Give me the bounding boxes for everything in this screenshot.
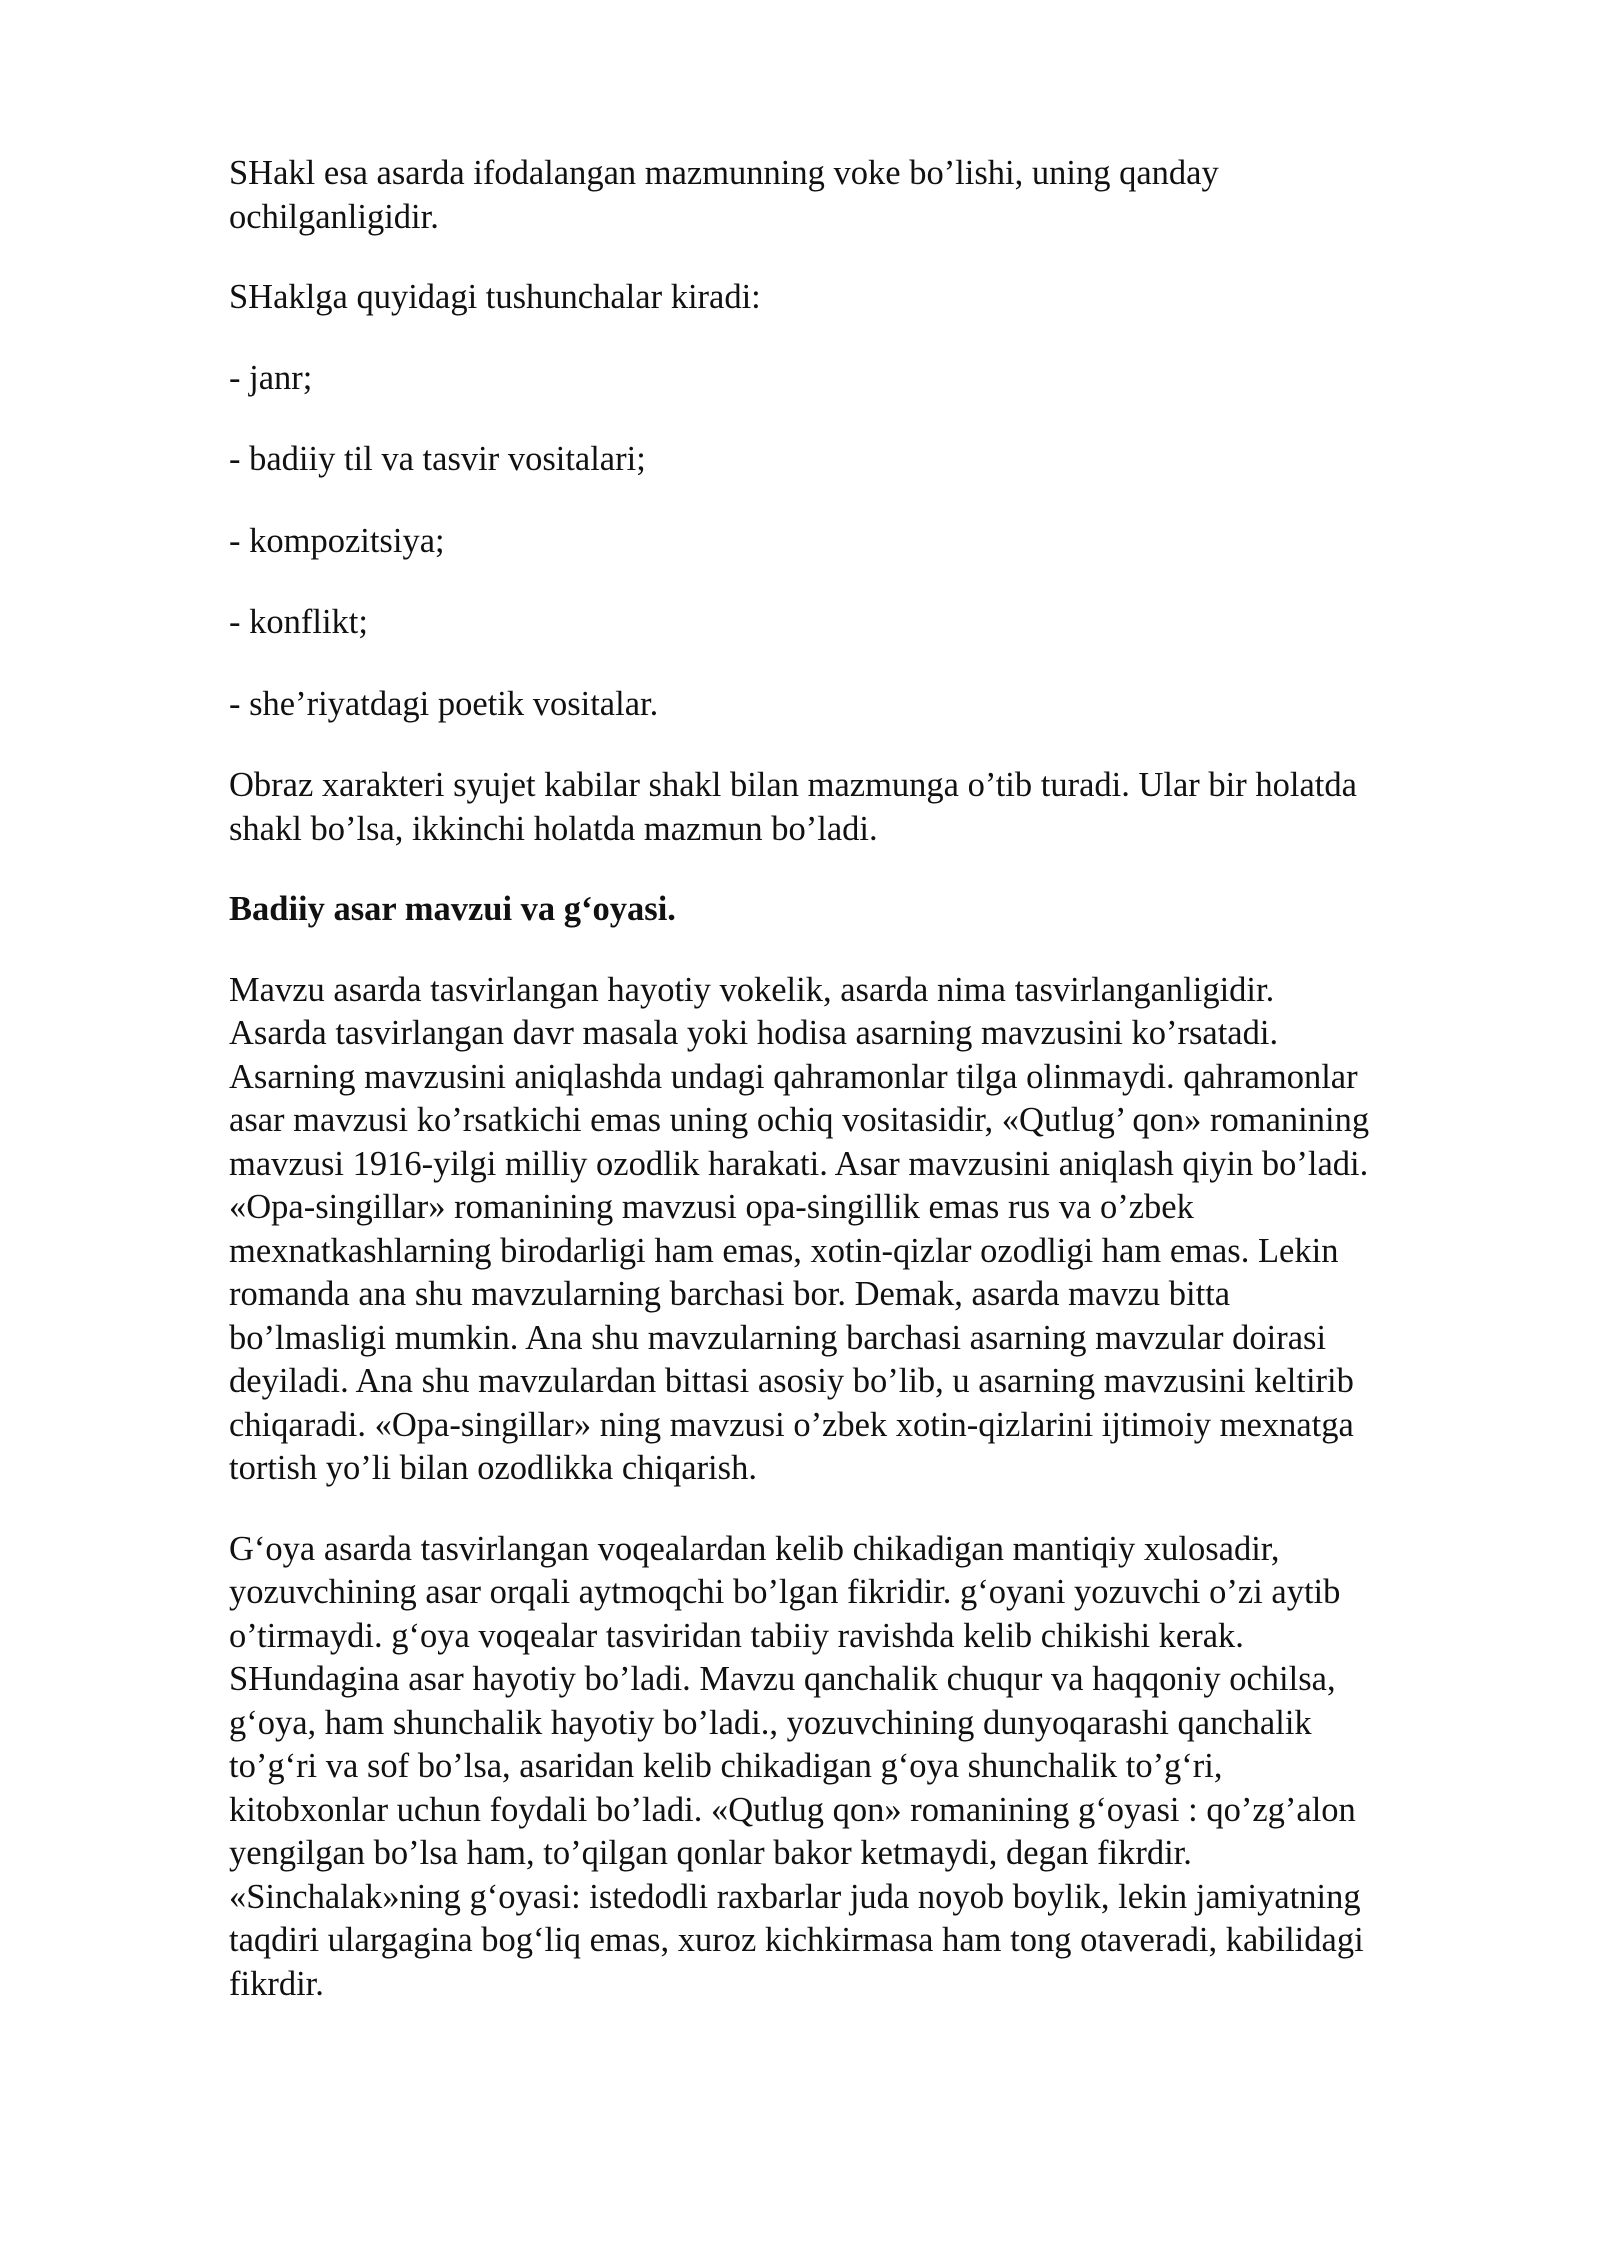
list-item-genre: - janr; (229, 358, 313, 397)
text-line: o’tirmaydi. g‘oya voqealar tasviridan tabiiy ravishda kelib chikishi kerak. (229, 1616, 1244, 1655)
text-line: Mavzu asarda tasvirlangan hayotiy vokelik, asarda nima tasvirlanganligidir. (229, 970, 1275, 1009)
list-item-conflict: - konflikt; (229, 603, 368, 641)
list-intro: SHaklga quyidagi tushunchalar kiradi: (229, 278, 761, 316)
text-line: deyiladi. Ana shu mavzulardan bittasi asosiy bo’lib, u asarning mavzusini keltirib (229, 1362, 1354, 1400)
text-line: romanda ana shu mavzularning barchasi bor. Demak, asarda mavzu bitta (229, 1275, 1231, 1313)
text-line: Asarning mavzusini aniqlashda undagi qahramonlar tilga olinmaydi. qahramonlar (229, 1057, 1358, 1096)
text-line: shakl bo’lsa, ikkinchi holatda mazmun bo’ladi. (229, 809, 878, 848)
intro-paragraph (229, 152, 1529, 239)
section-heading: Badiiy asar mavzui va g‘oyasi. (229, 890, 676, 928)
text-line: mexnatkashlarning birodarligi ham emas, xotin-qizlar ozodligi ham emas. Lekin (229, 1231, 1339, 1270)
text-line: bo’lmasligi mumkin. Ana shu mavzularning barchasi asarning mavzular doirasi (229, 1318, 1327, 1357)
text-line: to’g‘ri va sof bo’lsa, asaridan kelib chikadigan g‘oya shunchalik to’g‘ri, (229, 1747, 1223, 1785)
text-line: asar mavzusi ko’rsatkichi emas uning ochiq vositasidir, «Qutlug’ qon» romanining (229, 1101, 1370, 1139)
text-line: yengilgan bo’lsa ham, to’qilgan qonlar bakor ketmaydi, degan fikrdir. (229, 1834, 1192, 1872)
text-line: g‘oya, ham shunchalik hayotiy bo’ladi., yozuvchining dunyoqarashi qanchalik (229, 1703, 1312, 1742)
text-line: fikrdir. (229, 1964, 324, 2003)
text-line: Obraz xarakteri syujet kabilar shakl bilan mazmunga o’tib turadi. Ular bir holatda (229, 766, 1357, 804)
text-line: «Opa-singillar» romanining mavzusi opa-singillik emas rus va o’zbek (229, 1188, 1194, 1226)
text-line: yozuvchining asar orqali aytmoqchi bo’lgan fikridir. g‘oyani yozuvchi o’zi aytib (229, 1573, 1341, 1611)
text-line: «Sinchalak»ning g‘oyasi: istedodli raxbarlar juda noyob boylik, lekin jamiyatning (229, 1877, 1361, 1916)
list-item-composition: - kompozitsiya; (229, 521, 445, 560)
text-line: taqdiri ulargagina bog‘liq emas, xuroz kichkirmasa ham tong otaveradi, kabilidagi (229, 1921, 1364, 1959)
text-line: tortish yo’li bilan ozodlikka chiqarish. (229, 1449, 757, 1487)
text-line: SHundagina asar hayotiy bo’ladi. Mavzu qanchalik chuqur va haqqoniy ochilsa, (229, 1660, 1336, 1698)
text-line: mavzusi 1916-yilgi milliy ozodlik harakati. Asar mavzusini aniqlash qiyin bo’ladi. (229, 1144, 1369, 1183)
text-line: Asarda tasvirlangan davr masala yoki hodisa asarning mavzusini ko’rsatadi. (229, 1014, 1279, 1052)
text-line: SHakl esa asarda ifodalangan mazmunning voke bo’lishi, uning qanday (229, 154, 1219, 192)
text-line: kitobxonlar uchun foydali bo’ladi. «Qutlug qon» romanining g‘oyasi : qo’zg’alon (229, 1790, 1356, 1829)
mavzu-paragraph (229, 969, 1529, 1491)
text-line: G‘oya asarda tasvirlangan voqealardan kelib chikadigan mantiqiy xulosadir, (229, 1529, 1280, 1568)
list-item-language: - badiiy til va tasvir vositalari; (229, 440, 646, 478)
text-line: chiqaradi. «Opa-singillar» ning mavzusi o’zbek xotin-qizlarini ijtimoiy mexnatga (229, 1405, 1354, 1444)
document-page (229, 152, 1529, 2043)
list-item-poetic-devices: - she’riyatdagi poetik vositalar. (229, 684, 659, 723)
goya-paragraph (229, 1528, 1529, 2007)
text-line: ochilganligidir. (229, 197, 439, 236)
obraz-paragraph (229, 764, 1529, 851)
